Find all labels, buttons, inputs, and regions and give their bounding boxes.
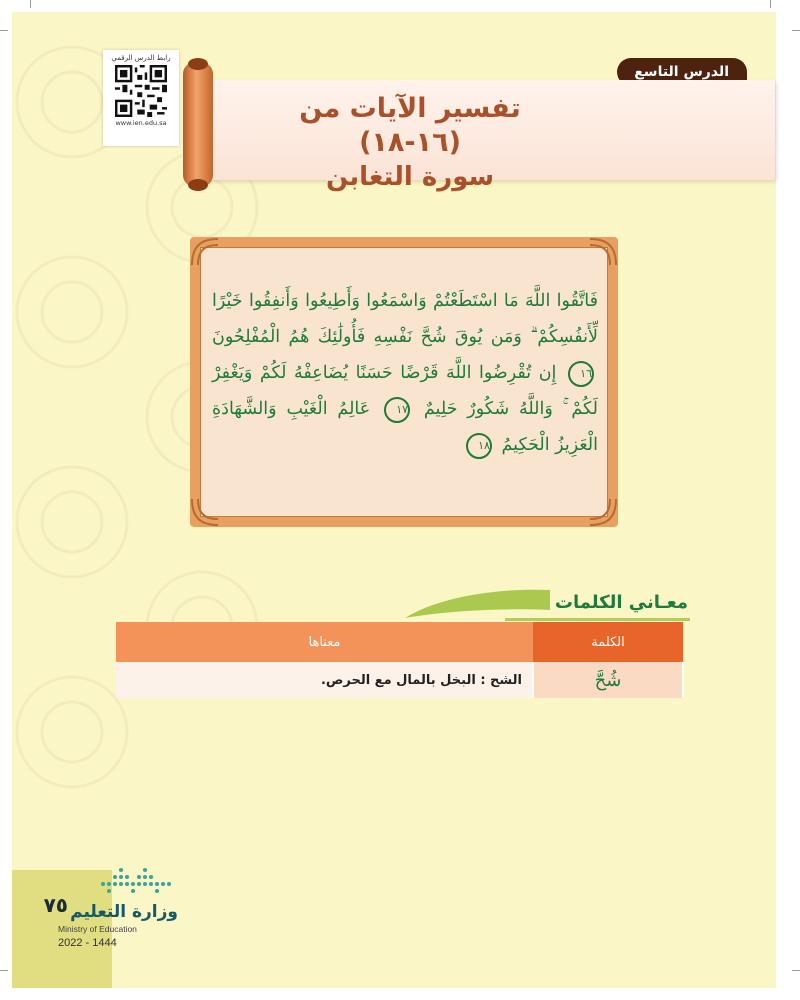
leaf-swoosh-icon	[400, 586, 550, 620]
column-header-meaning: معناها	[116, 622, 533, 662]
qr-code-icon[interactable]	[115, 65, 167, 117]
heading-underline	[505, 618, 690, 621]
scroll-rod-icon	[183, 62, 213, 187]
moe-logo-icon	[95, 864, 195, 896]
column-header-word: الكلمة	[533, 622, 683, 662]
crop-mark	[792, 30, 800, 31]
verse-number: ١٨	[466, 433, 492, 459]
frame-corner-ornament-icon	[190, 237, 220, 267]
title-line-1: تفسير الآيات من (١٦-١٨)	[299, 93, 521, 158]
table-row	[116, 662, 683, 698]
page-number: ٧٥	[43, 893, 68, 917]
word-cell: شُحَّ	[533, 662, 683, 698]
verse-text: إِن تُقْرِضُوا اللَّهَ قَرْضًا حَسَنًا يُضَاعِفْهُ لَكُمْ وَيَغْفِرْ لَكُمْ ۚ وَاللَّهُ شَكُورٌ حَلِيمٌ	[212, 363, 598, 419]
title-line-2: سورة التغابن	[325, 162, 495, 192]
qr-label: رابط الدرس الرقمي	[111, 54, 171, 62]
verse-number: ١٦	[568, 361, 594, 387]
section-heading: معـاني الكلمات	[554, 592, 688, 613]
frame-corner-ornament-icon	[588, 237, 618, 267]
frame-corner-ornament-icon	[588, 497, 618, 527]
edition-year: 2022 - 1444	[58, 937, 117, 949]
crop-mark	[0, 970, 8, 971]
scroll-rod-cap	[188, 179, 208, 191]
meaning-cell: الشح : البخل بالمال مع الحرص.	[116, 662, 533, 698]
crop-mark	[770, 0, 771, 8]
ministry-name-arabic: وزارة التعليم	[70, 902, 178, 922]
lesson-title	[260, 92, 560, 194]
crop-mark	[0, 30, 8, 31]
lesson-tag: الدرس التاسع	[617, 58, 747, 86]
ministry-name-english: Ministry of Education	[58, 924, 137, 934]
verse-text: عَالِمُ الْغَيْبِ وَالشَّهَادَةِ الْعَزِيزُ الْحَكِيمُ	[212, 399, 598, 455]
scroll-rod-cap	[188, 58, 208, 70]
verse-number: ١٧	[384, 397, 410, 423]
crop-mark	[30, 0, 31, 8]
frame-corner-ornament-icon	[190, 497, 220, 527]
word-meanings-table	[116, 622, 684, 698]
quran-verses	[212, 283, 598, 463]
crop-mark	[792, 970, 800, 971]
qr-url[interactable]: www.ien.edu.sa	[115, 119, 167, 127]
qr-card[interactable]	[103, 50, 179, 146]
verse-text: فَاتَّقُوا اللَّهَ مَا اسْتَطَعْتُمْ وَاسْمَعُوا وَأَطِيعُوا وَأَنفِقُوا خَيْرًا لِّأَنفُسِكُمْ ۗ وَمَن يُوقَ شُحَّ نَفْسِهِ فَأُولَٰئِكَ هُمُ الْمُفْلِحُونَ	[212, 291, 598, 347]
